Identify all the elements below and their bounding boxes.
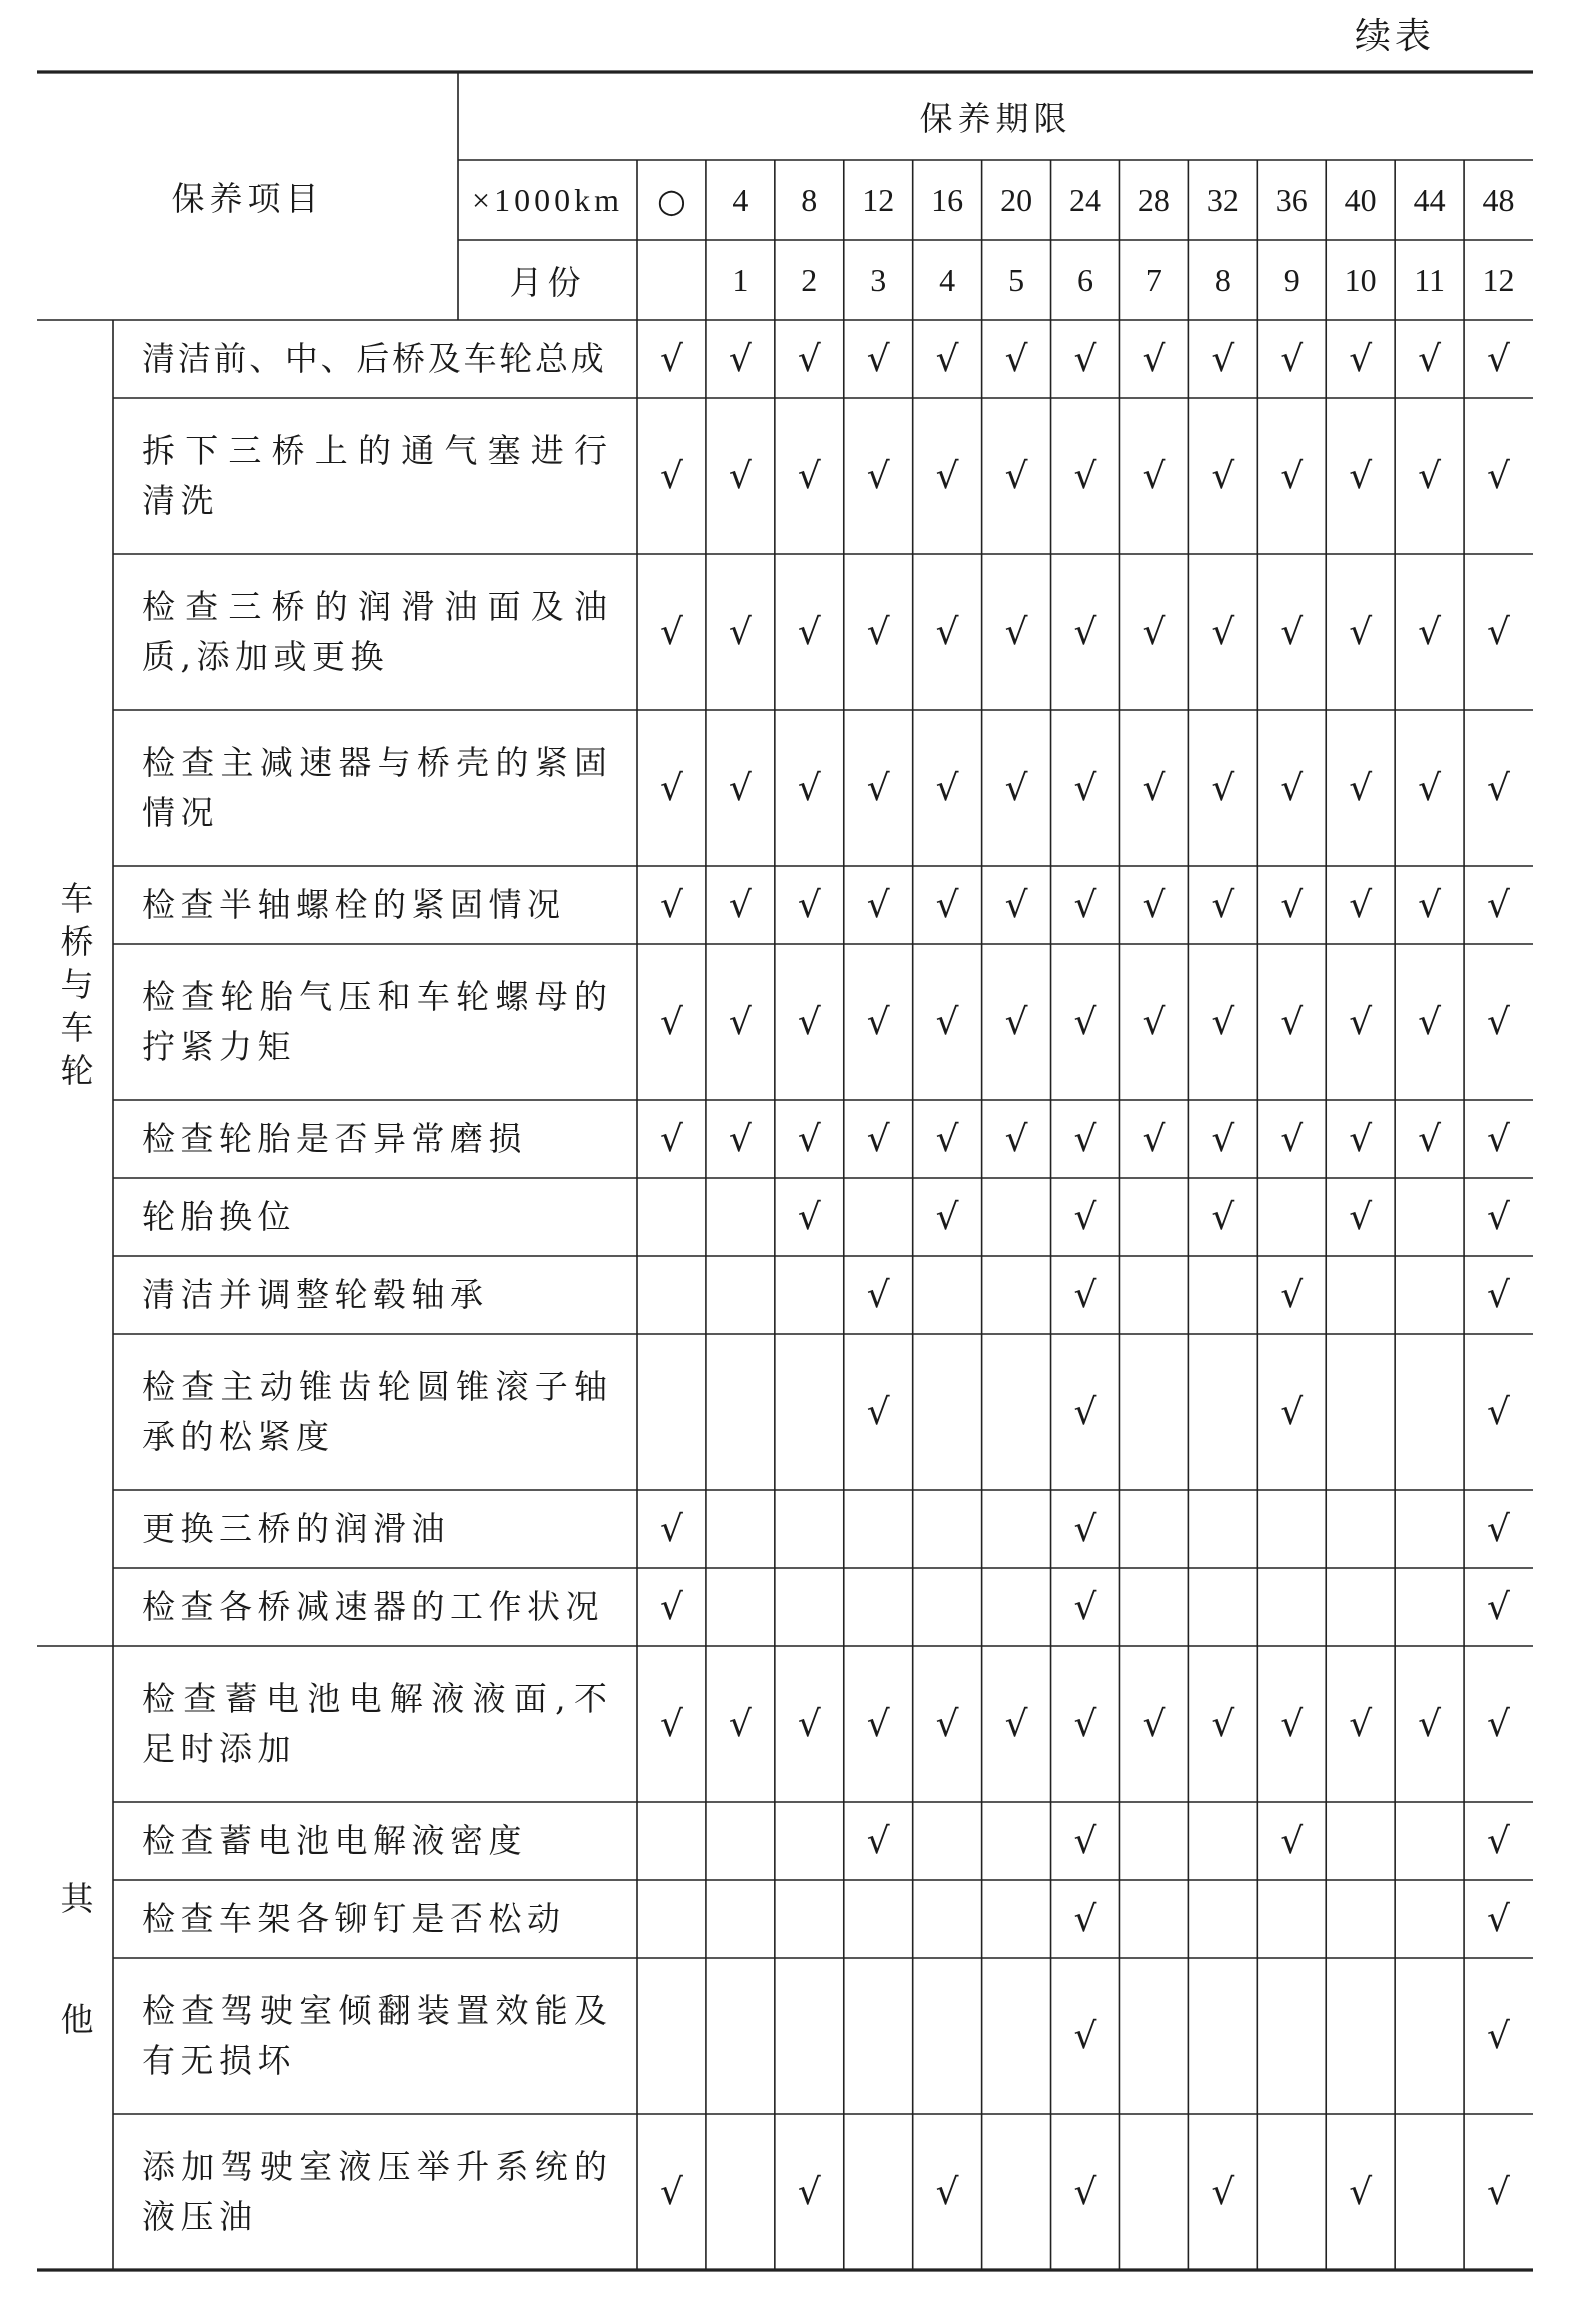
check-mark: √	[1211, 455, 1235, 497]
header-period-label: 保养期限	[919, 98, 1072, 138]
item-text-line: 检查各桥减速器的工作状况	[142, 1587, 604, 1626]
check-mark: √	[866, 1001, 890, 1043]
interval-month-value: 2	[801, 261, 818, 298]
check-mark: √	[1280, 1820, 1304, 1862]
interval-km-value: 32	[1206, 181, 1239, 218]
check-mark: √	[1073, 1274, 1097, 1316]
item-text-line: 添加驾驶室液压举升系统的	[142, 2147, 607, 2186]
check-mark: √	[1211, 611, 1235, 653]
check-mark: √	[866, 1274, 890, 1316]
check-mark: √	[797, 2171, 821, 2213]
maintenance-item	[142, 1958, 607, 2114]
table-row	[0, 866, 1570, 944]
check-mark: √	[659, 884, 683, 926]
table-row	[0, 1490, 1570, 1568]
interval-month-value: 3	[870, 261, 887, 298]
check-mark: √	[1280, 1391, 1304, 1433]
maintenance-item	[142, 1802, 607, 1880]
maintenance-item	[142, 320, 607, 398]
check-mark: √	[1073, 1001, 1097, 1043]
check-mark: √	[1418, 884, 1442, 926]
check-mark: √	[935, 1703, 959, 1745]
check-mark: √	[728, 455, 752, 497]
maintenance-item	[142, 944, 607, 1100]
check-mark: √	[1418, 1703, 1442, 1745]
check-mark: √	[728, 884, 752, 926]
maintenance-item	[142, 1880, 607, 1958]
check-mark: √	[1142, 767, 1166, 809]
maintenance-item	[142, 866, 607, 944]
check-mark: √	[1418, 1001, 1442, 1043]
maintenance-item	[142, 1256, 607, 1334]
check-mark: √	[1211, 338, 1235, 380]
table-row	[0, 554, 1570, 710]
check-mark: √	[1004, 884, 1028, 926]
maintenance-item	[142, 554, 607, 710]
item-text-line: 检查三桥的润滑油面及油	[142, 587, 607, 626]
check-mark: √	[1142, 455, 1166, 497]
check-mark: √	[1004, 338, 1028, 380]
check-mark: √	[1349, 1196, 1373, 1238]
check-mark: √	[935, 884, 959, 926]
check-mark: √	[1280, 338, 1304, 380]
maintenance-item	[142, 1568, 607, 1646]
check-mark: √	[866, 884, 890, 926]
category-label: 车桥与车轮	[55, 880, 95, 1096]
item-text-line: 清洁前、中、后桥及车轮总成	[142, 339, 607, 378]
category-label: 其他	[55, 1881, 95, 2123]
check-mark: √	[1004, 455, 1028, 497]
check-mark: √	[935, 767, 959, 809]
item-text-line: 检查轮胎是否异常磨损	[142, 1119, 527, 1158]
check-mark: √	[1073, 2171, 1097, 2213]
interval-month-value: 11	[1414, 261, 1445, 298]
check-mark: √	[935, 1196, 959, 1238]
table-row	[0, 1802, 1570, 1880]
interval-month-value: 4	[939, 261, 956, 298]
check-mark: √	[1073, 884, 1097, 926]
check-mark: √	[866, 1118, 890, 1160]
check-mark: √	[659, 1001, 683, 1043]
check-mark: √	[728, 611, 752, 653]
item-text-line: 检查主动锥齿轮圆锥滚子轴	[142, 1367, 607, 1406]
check-mark: √	[1073, 1703, 1097, 1745]
check-mark: √	[1418, 611, 1442, 653]
check-mark: √	[935, 611, 959, 653]
check-mark: √	[1004, 1001, 1028, 1043]
item-text-line: 清洁并调整轮毂轴承	[142, 1275, 489, 1314]
maintenance-item	[142, 398, 607, 554]
check-mark: √	[1487, 884, 1510, 926]
interval-km-value: 28	[1137, 181, 1170, 218]
check-mark: √	[866, 767, 890, 809]
check-mark: √	[935, 2171, 959, 2213]
item-text-line: 清洗	[142, 481, 219, 520]
check-mark: √	[1211, 1118, 1235, 1160]
interval-month-value: 5	[1008, 261, 1025, 298]
table-row	[0, 944, 1570, 1100]
interval-month-value: 7	[1145, 261, 1162, 298]
check-mark: √	[1487, 455, 1510, 497]
check-mark: √	[1487, 1274, 1510, 1316]
check-mark: √	[1211, 1703, 1235, 1745]
item-text-line: 轮胎换位	[142, 1197, 296, 1236]
check-mark: √	[935, 338, 959, 380]
check-mark: √	[659, 1118, 683, 1160]
maintenance-item	[142, 1100, 607, 1178]
table-row	[0, 1568, 1570, 1646]
table-row	[0, 1256, 1570, 1334]
check-mark: √	[1280, 884, 1304, 926]
maintenance-item	[142, 1178, 607, 1256]
check-mark: √	[1349, 2171, 1373, 2213]
header-month-label: 月份	[509, 262, 586, 302]
check-mark: √	[1073, 455, 1097, 497]
table-row	[0, 710, 1570, 866]
check-mark: √	[1349, 1118, 1373, 1160]
check-mark: √	[1349, 455, 1373, 497]
interval-km-value: 20	[1000, 181, 1033, 218]
check-mark: √	[659, 767, 683, 809]
item-text-line: 有无损坏	[142, 2041, 296, 2080]
interval-month-value: 9	[1283, 261, 1300, 298]
check-mark: √	[1280, 1118, 1304, 1160]
check-mark: √	[1280, 611, 1304, 653]
check-mark: √	[659, 1508, 683, 1550]
check-mark: √	[1142, 611, 1166, 653]
check-mark: √	[1004, 1703, 1028, 1745]
check-mark: √	[1349, 767, 1373, 809]
check-mark: √	[935, 1118, 959, 1160]
check-mark: √	[797, 884, 821, 926]
interval-km-value: 40	[1344, 181, 1377, 218]
table-row	[0, 1880, 1570, 1958]
maintenance-item	[142, 1646, 607, 1802]
interval-km-value: 36	[1275, 181, 1308, 218]
item-text-line: 检查轮胎气压和车轮螺母的	[142, 977, 607, 1016]
interval-month-value: 1	[732, 261, 749, 298]
item-text-line: 足时添加	[142, 1729, 296, 1768]
check-mark: √	[1142, 1118, 1166, 1160]
check-mark: √	[797, 1001, 821, 1043]
check-mark: √	[1211, 1196, 1235, 1238]
check-mark: √	[1487, 2015, 1510, 2057]
check-mark: √	[1073, 1820, 1097, 1862]
check-mark: √	[1280, 455, 1304, 497]
header-item-label: 保养项目	[171, 178, 324, 218]
item-text-line: 检查主减速器与桥壳的紧固	[142, 743, 607, 782]
interval-km-value: 16	[931, 181, 964, 218]
check-mark: √	[1349, 611, 1373, 653]
check-mark: √	[797, 611, 821, 653]
check-mark: √	[1487, 1703, 1510, 1745]
check-mark: √	[1073, 1898, 1097, 1940]
check-mark: √	[1073, 1586, 1097, 1628]
check-mark: √	[797, 338, 821, 380]
item-text-line: 检查驾驶室倾翻装置效能及	[142, 1991, 607, 2030]
check-mark: √	[728, 1001, 752, 1043]
check-mark: √	[1073, 1508, 1097, 1550]
item-text-line: 更换三桥的润滑油	[142, 1509, 450, 1548]
table-row	[0, 1178, 1570, 1256]
check-mark: √	[1487, 1898, 1510, 1940]
table-row	[0, 1646, 1570, 1802]
maintenance-item	[142, 710, 607, 866]
check-mark: √	[866, 455, 890, 497]
item-text-line: 检查半轴螺栓的紧固情况	[142, 885, 566, 924]
table-row	[0, 1100, 1570, 1178]
check-mark: √	[1211, 2171, 1235, 2213]
check-mark: √	[728, 767, 752, 809]
item-text-line: 承的松紧度	[142, 1417, 335, 1456]
table-row	[0, 1334, 1570, 1490]
check-mark: √	[1280, 767, 1304, 809]
check-mark: √	[1487, 338, 1510, 380]
check-mark: √	[1349, 1703, 1373, 1745]
item-text-line: 质,添加或更换	[142, 637, 389, 676]
check-mark: √	[1349, 338, 1373, 380]
check-mark: √	[1487, 1391, 1510, 1433]
interval-month-value: 12	[1482, 261, 1515, 298]
check-mark: √	[728, 1118, 752, 1160]
item-text-line: 拆下三桥上的通气塞进行	[142, 431, 607, 470]
item-text-line: 检查蓄电池电解液液面,不	[142, 1679, 607, 1718]
check-mark: √	[1073, 1196, 1097, 1238]
item-text-line: 液压油	[142, 2197, 258, 2236]
check-mark: √	[797, 1118, 821, 1160]
check-mark: √	[1487, 767, 1510, 809]
table-row	[0, 1958, 1570, 2114]
check-mark: √	[728, 338, 752, 380]
item-text-line: 拧紧力矩	[142, 1027, 296, 1066]
check-mark: √	[659, 1586, 683, 1628]
check-mark: √	[935, 1001, 959, 1043]
check-mark: √	[1418, 1118, 1442, 1160]
check-mark: √	[1142, 338, 1166, 380]
interval-month-value: 6	[1076, 261, 1093, 298]
check-mark: √	[659, 611, 683, 653]
check-mark: √	[1280, 1274, 1304, 1316]
maintenance-item	[142, 2114, 607, 2270]
check-mark: √	[1418, 455, 1442, 497]
check-mark: √	[659, 1703, 683, 1745]
maintenance-item	[142, 1334, 607, 1490]
interval-month-value: 8	[1214, 261, 1231, 298]
check-mark: √	[1487, 1508, 1510, 1550]
category-cell	[37, 1646, 113, 2270]
item-text-line: 检查车架各铆钉是否松动	[142, 1899, 566, 1938]
check-mark: √	[1142, 1001, 1166, 1043]
check-mark: √	[1280, 1001, 1304, 1043]
check-mark: √	[1073, 2015, 1097, 2057]
check-mark: √	[1418, 767, 1442, 809]
check-mark: √	[866, 1391, 890, 1433]
check-mark: √	[1487, 1001, 1510, 1043]
interval-km-value: 44	[1413, 181, 1446, 218]
check-mark: √	[797, 767, 821, 809]
table-row	[0, 2114, 1570, 2270]
interval-km-value: 12	[862, 181, 895, 218]
check-mark: √	[1487, 611, 1510, 653]
check-mark: √	[1280, 1703, 1304, 1745]
check-mark: √	[1349, 1001, 1373, 1043]
check-mark: √	[1487, 1196, 1510, 1238]
interval-km-value: 24	[1068, 181, 1101, 218]
check-mark: √	[659, 338, 683, 380]
interval-km-value: 4	[732, 181, 749, 218]
check-mark: √	[1142, 884, 1166, 926]
check-mark: √	[1004, 611, 1028, 653]
check-mark: √	[797, 455, 821, 497]
table-row	[0, 320, 1570, 398]
check-mark: √	[797, 1196, 821, 1238]
check-mark: √	[1073, 611, 1097, 653]
maintenance-item	[142, 1490, 607, 1568]
initial-service-circle-icon: ○	[657, 180, 686, 220]
check-mark: √	[1073, 767, 1097, 809]
check-mark: √	[1073, 1391, 1097, 1433]
check-mark: √	[1487, 1586, 1510, 1628]
check-mark: √	[866, 611, 890, 653]
category-cell	[37, 320, 113, 1646]
item-text-line: 情况	[142, 793, 219, 832]
check-mark: √	[866, 338, 890, 380]
check-mark: √	[1211, 884, 1235, 926]
table-row	[0, 398, 1570, 554]
interval-month-value: 10	[1344, 261, 1377, 298]
check-mark: √	[866, 1703, 890, 1745]
interval-km-value: 8	[801, 181, 818, 218]
check-mark: √	[1073, 338, 1097, 380]
check-mark: √	[1004, 767, 1028, 809]
check-mark: √	[1211, 1001, 1235, 1043]
check-mark: √	[659, 455, 683, 497]
continuation-label: 续表	[1354, 15, 1435, 57]
item-text-line: 检查蓄电池电解液密度	[142, 1821, 527, 1860]
check-mark: √	[935, 455, 959, 497]
check-mark: √	[1004, 1118, 1028, 1160]
check-mark: √	[1142, 1703, 1166, 1745]
check-mark: √	[1487, 1820, 1510, 1862]
check-mark: √	[797, 1703, 821, 1745]
check-mark: √	[1211, 767, 1235, 809]
check-mark: √	[728, 1703, 752, 1745]
header-distance-label: ×1000km	[472, 181, 623, 218]
check-mark: √	[866, 1820, 890, 1862]
interval-km-value: 48	[1482, 181, 1515, 218]
check-mark: √	[1073, 1118, 1097, 1160]
check-mark: √	[1487, 1118, 1510, 1160]
check-mark: √	[1349, 884, 1373, 926]
check-mark: √	[1418, 338, 1442, 380]
check-mark: √	[1487, 2171, 1510, 2213]
check-mark: √	[659, 2171, 683, 2213]
